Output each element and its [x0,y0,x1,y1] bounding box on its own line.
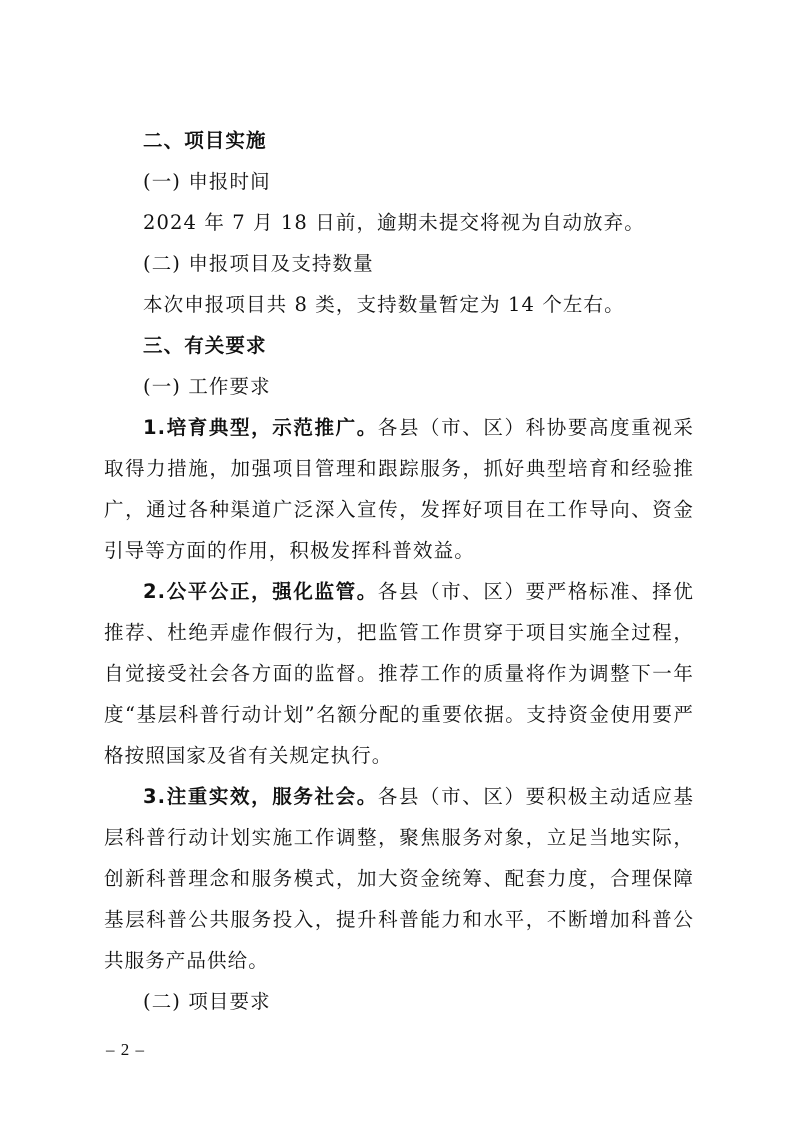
requirement-lead-1: 1.培育典型，示范推广。 [143,416,378,439]
deadline-text: 2024 年 7 月 18 日前，逾期未提交将视为自动放弃。 [143,211,645,234]
requirement-paragraph-2 [104,571,694,776]
requirement-text-3: 各县（市、区）要积极主动适应基层科普行动计划实施工作调整，聚焦服务对象，立足当地实际，创新科普理念和服务模式，加大资金统筹、配套力度，合理保障基层科普公共服务投入，提升科普能力和水平，不断增加科普公共服务产品供给。 [104,785,694,972]
subheading-work-requirements: (一) 工作要求 [143,375,271,398]
section-heading-requirements: 三、有关要求 [143,334,267,357]
requirement-paragraph-1 [104,407,694,571]
requirement-text-2: 各县（市、区）要严格标准、择优推荐、杜绝弄虚作假行为，把监管工作贯穿于项目实施全过程，自觉接受社会各方面的监督。推荐工作的质量将作为调整下一年度“基层科普行动计划”名额分配的重要依据。支持资金使用要严格按照国家及省有关规定执行。 [104,580,694,767]
projects-quantity-text: 本次申报项目共 8 类，支持数量暂定为 14 个左右。 [143,293,625,316]
requirement-paragraph-3 [104,776,694,981]
requirement-text-1: 各县（市、区）科协要高度重视采取得力措施，加强项目管理和跟踪服务，抓好典型培育和经验推广，通过各种渠道广泛深入宣传，发挥好项目在工作导向、资金引导等方面的作用，积极发挥科普效益。 [104,416,694,562]
subheading-projects-quantity: (二) 申报项目及支持数量 [143,252,374,275]
section-heading-implementation: 二、项目实施 [143,129,267,152]
requirement-lead-3: 3.注重实效，服务社会。 [143,785,378,808]
document-body [104,120,694,1022]
page-number: – 2 – [106,1040,145,1059]
subheading-project-requirements: (二) 项目要求 [143,990,271,1013]
requirement-lead-2: 2.公平公正，强化监管。 [143,580,378,603]
subheading-deadline: (一) 申报时间 [143,170,271,193]
